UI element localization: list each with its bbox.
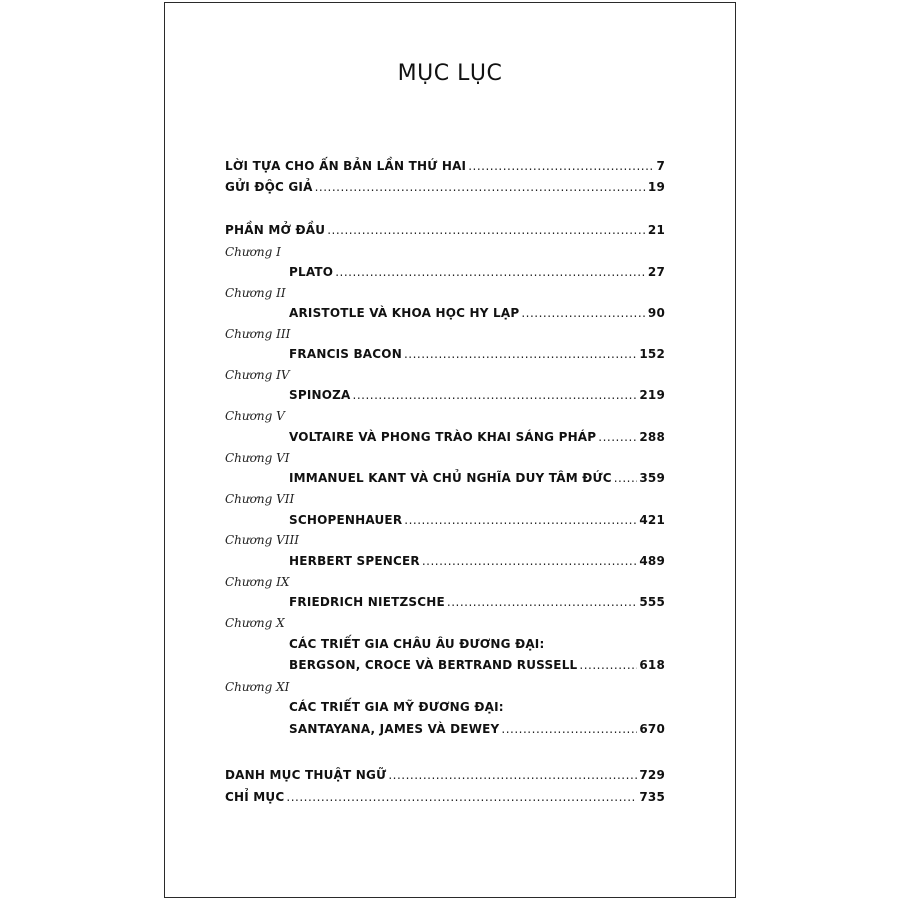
toc-entry-label: CHỈ MỤC xyxy=(225,790,285,804)
toc-page-number: 729 xyxy=(639,768,665,782)
toc-page-number: 19 xyxy=(647,180,665,194)
toc-entry-glossary[interactable] xyxy=(225,768,665,782)
toc-page-number: 359 xyxy=(639,471,665,485)
toc-entry-label: VOLTAIRE VÀ PHONG TRÀO KHAI SÁNG PHÁP xyxy=(289,430,597,444)
toc-page-number: 670 xyxy=(639,722,665,736)
toc-page-number: 489 xyxy=(639,554,665,568)
toc-page-number: 618 xyxy=(639,658,665,672)
chapter-label: Chương VI xyxy=(225,451,290,465)
toc-entry-to-reader[interactable] xyxy=(225,180,665,194)
toc-page-number: 421 xyxy=(639,513,665,527)
toc-entry-label: BERGSON, CROCE VÀ BERTRAND RUSSELL xyxy=(289,658,578,672)
toc-entry-intro[interactable] xyxy=(225,223,665,237)
toc-entry-chapter-10[interactable] xyxy=(289,658,665,672)
toc-page-number: 7 xyxy=(656,159,665,173)
dot-leader xyxy=(598,430,637,444)
chapter-label: Chương IX xyxy=(225,575,290,589)
toc-entry-preface[interactable] xyxy=(225,159,665,173)
chapter-label: Chương IV xyxy=(225,368,290,382)
toc-entry-label: FRIEDRICH NIETZSCHE xyxy=(289,595,445,609)
book-page xyxy=(164,2,736,898)
dot-leader xyxy=(335,265,646,279)
toc-entry-label: PHẦN MỞ ĐẦU xyxy=(225,223,326,237)
chapter-label: Chương VII xyxy=(225,492,295,506)
dot-leader xyxy=(521,306,646,320)
toc-entry-label: PLATO xyxy=(289,265,334,279)
toc-entry-label: SCHOPENHAUER xyxy=(289,513,403,527)
toc-entry-label: GỬI ĐỘC GIẢ xyxy=(225,180,313,194)
toc-page-number: 219 xyxy=(639,388,665,402)
toc-entry-label: DANH MỤC THUẬT NGỮ xyxy=(225,768,387,782)
toc-entry-label: SANTAYANA, JAMES VÀ DEWEY xyxy=(289,722,500,736)
toc-entry-title-line: CÁC TRIẾT GIA MỸ ĐƯƠNG ĐẠI: xyxy=(289,700,504,714)
toc-entry-chapter-3[interactable] xyxy=(289,347,665,361)
toc-entry-chapter-2[interactable] xyxy=(289,306,665,320)
toc-entry-chapter-5[interactable] xyxy=(289,430,665,444)
chapter-label: Chương VIII xyxy=(225,533,299,547)
chapter-label: Chương X xyxy=(225,616,285,630)
toc-entry-chapter-11[interactable] xyxy=(289,722,665,736)
dot-leader xyxy=(404,513,637,527)
toc-page-number: 27 xyxy=(647,265,665,279)
dot-leader xyxy=(614,471,638,485)
toc-entry-title-line: CÁC TRIẾT GIA CHÂU ÂU ĐƯƠNG ĐẠI: xyxy=(289,637,545,651)
chapter-label: Chương I xyxy=(225,245,281,259)
dot-leader xyxy=(404,347,637,361)
chapter-label: Chương II xyxy=(225,286,286,300)
toc-page-number: 90 xyxy=(647,306,665,320)
toc-page-number: 152 xyxy=(639,347,665,361)
toc-page-number: 288 xyxy=(639,430,665,444)
toc-entry-label: FRANCIS BACON xyxy=(289,347,402,361)
chapter-label: Chương III xyxy=(225,327,291,341)
toc-entry-chapter-6[interactable] xyxy=(289,471,665,485)
toc-entry-label: ARISTOTLE VÀ KHOA HỌC HY LẠP xyxy=(289,306,520,320)
dot-leader xyxy=(388,768,637,782)
toc-entry-chapter-7[interactable] xyxy=(289,513,665,527)
toc-entry-label: LỜI TỰA CHO ẤN BẢN LẦN THỨ HAI xyxy=(225,159,467,173)
dot-leader xyxy=(468,159,654,173)
toc-entry-label: SPINOZA xyxy=(289,388,351,402)
toc-entry-chapter-4[interactable] xyxy=(289,388,665,402)
dot-leader xyxy=(353,388,638,402)
toc-entry-chapter-1[interactable] xyxy=(289,265,665,279)
toc-entry-chapter-8[interactable] xyxy=(289,554,665,568)
toc-entry-label: HERBERT SPENCER xyxy=(289,554,420,568)
page-title: MỤC LỤC xyxy=(397,61,503,86)
dot-leader xyxy=(447,595,637,609)
dot-leader xyxy=(315,180,646,194)
toc-entry-label: IMMANUEL KANT VÀ CHỦ NGHĨA DUY TÂM ĐỨC xyxy=(289,471,612,485)
dot-leader xyxy=(327,223,646,237)
toc-page-number: 555 xyxy=(639,595,665,609)
toc-page-number: 21 xyxy=(647,223,665,237)
toc-entry-chapter-9[interactable] xyxy=(289,595,665,609)
chapter-label: Chương XI xyxy=(225,680,290,694)
toc-entry-index[interactable] xyxy=(225,790,665,804)
dot-leader xyxy=(579,658,637,672)
dot-leader xyxy=(286,790,637,804)
dot-leader xyxy=(501,722,637,736)
dot-leader xyxy=(422,554,638,568)
toc-page-number: 735 xyxy=(639,790,665,804)
chapter-label: Chương V xyxy=(225,409,285,423)
